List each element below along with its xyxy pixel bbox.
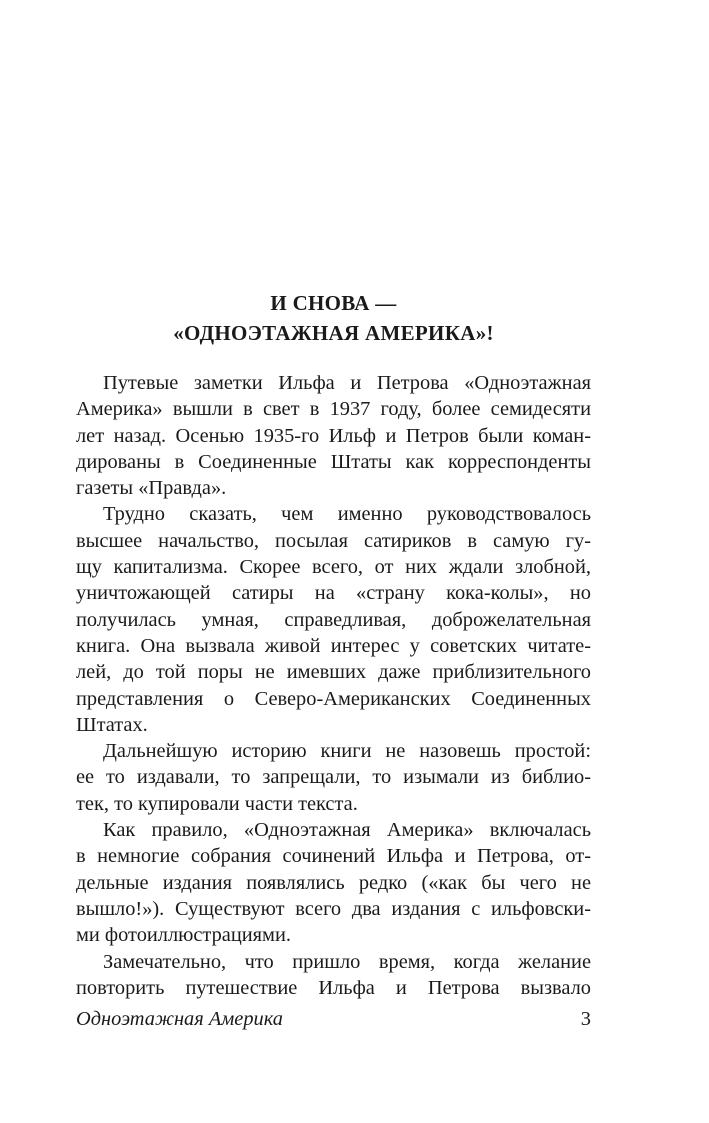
text-line: щу капитализма. Скорее всего, от них ждали злобной, xyxy=(76,556,591,579)
text-line: Дальнейшую историю книги не назовешь простой: xyxy=(103,740,591,763)
text-line: ее то издавали, то запрещали, то изымали из библио- xyxy=(76,766,591,789)
text-line: в немногие собрания сочинений Ильфа и Петрова, от- xyxy=(76,845,591,868)
text-line: высшее начальство, посылая сатириков в самую гу- xyxy=(76,529,591,552)
text-line: ми фотоиллюстрациями. xyxy=(76,924,291,947)
page-footer xyxy=(76,1004,591,1034)
text-line: Замечательно, что пришло время, когда желание xyxy=(103,950,591,973)
text-line: получилась умная, справедливая, доброжелательная xyxy=(76,608,591,631)
page-number: 3 xyxy=(580,1008,591,1030)
text-line: Штатах. xyxy=(76,713,148,736)
text-line: уничтожающей сатиры на «страну кока-колы», но xyxy=(76,582,591,605)
text-line: Путевые заметки Ильфа и Петрова «Одноэтажная xyxy=(103,372,591,394)
text-line: дированы в Соединенные Штаты как корреспонденты xyxy=(76,450,591,473)
text-line: повторить путешествие Ильфа и Петрова вызвало xyxy=(76,976,591,999)
text-line: лей, до той поры не имевших даже приблизительного xyxy=(76,661,591,684)
text-line: Америка» вышли в свет в 1937 году, более семидесяти xyxy=(76,398,591,421)
running-title: Одноэтажная Америка xyxy=(76,1008,283,1030)
page-body xyxy=(76,288,591,1001)
text-line: представления о Северо-Американских Соединенных xyxy=(76,687,591,710)
text-line: книга. Она вызвала живой интерес у советских читате- xyxy=(76,634,591,657)
text-line: тек, то купировали части текста. xyxy=(76,792,358,815)
text-line: Как правило, «Одноэтажная Америка» включалась xyxy=(103,819,591,842)
paragraph-2 xyxy=(76,501,591,738)
text-line: газеты «Правда». xyxy=(76,477,227,500)
text-line: вышло!»). Существуют всего два издания с ильфовски- xyxy=(76,897,591,920)
heading-line-2: «ОДНОЭТАЖНАЯ АМЕРИКА»! xyxy=(173,321,494,345)
paragraph-4 xyxy=(76,817,591,948)
paragraph-1 xyxy=(76,370,591,501)
heading-line-1: И СНОВА — xyxy=(270,291,397,315)
text-line: Трудно сказать, чем именно руководствовалось xyxy=(103,503,591,526)
text-line: дельные издания появлялись редко («как бы чего не xyxy=(76,871,591,894)
text-line: лет назад. Осенью 1935-го Ильф и Петров были коман- xyxy=(76,424,591,447)
paragraph-5 xyxy=(76,949,591,1002)
paragraph-3 xyxy=(76,738,591,817)
chapter-heading xyxy=(76,288,591,348)
